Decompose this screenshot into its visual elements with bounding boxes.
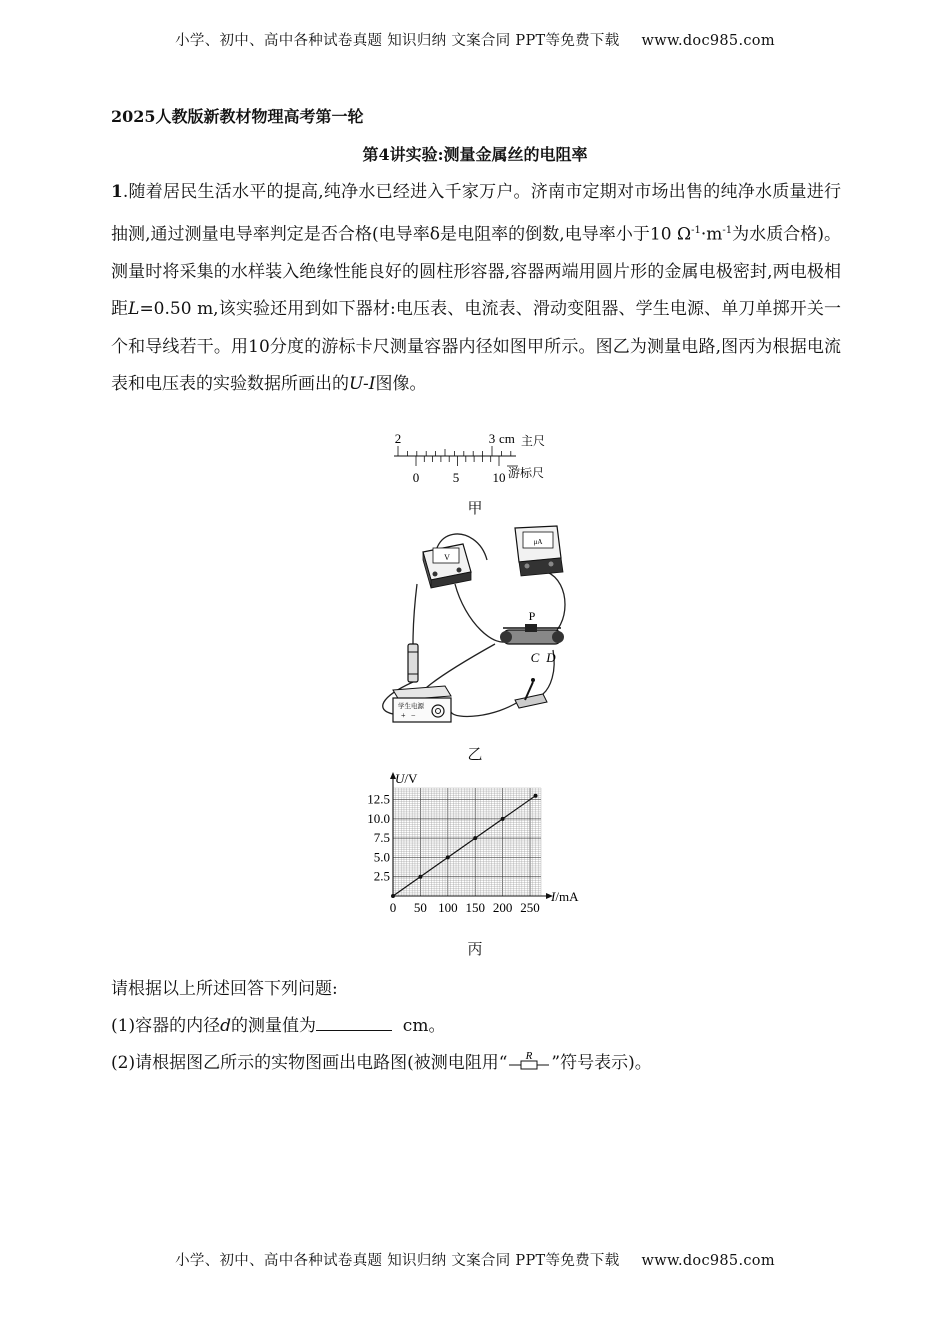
x-axis-label (550, 889, 579, 904)
vernier-label-10: 10 (492, 470, 506, 485)
vernier-label-0: 0 (412, 470, 420, 485)
footer-site[interactable]: www.doc985.com (641, 1253, 775, 1269)
vernier-label-5: 5 (452, 470, 460, 485)
water-sample-tube (408, 644, 418, 682)
fit-line (393, 795, 537, 896)
problem-part-2: 为水质合格)。测量时将采集的水样装入绝缘性能良好的圆柱形容器,容器两端用圆片形的金属电极密封,两电极相距 (111, 224, 841, 320)
problem-mid: ·m (700, 224, 723, 245)
y-tick-label: 7.5 (373, 830, 390, 846)
caption-bing: 丙 (467, 940, 483, 958)
problem-number: 1 (111, 182, 123, 202)
ammeter-label: μA (533, 538, 543, 546)
data-point (501, 817, 505, 821)
q1-var-d: d (220, 1016, 231, 1036)
vernier-caliper-figure (390, 428, 570, 486)
main-scale-name: 主尺 (521, 434, 546, 448)
q2-text-a: (2)请根据图乙所示的实物图画出电路图(被测电阻用“ (111, 1053, 508, 1073)
resistor-symbol (507, 1050, 551, 1072)
terminal-d-label: D (546, 650, 556, 665)
slider-label: P (528, 609, 536, 623)
knife-switch[interactable] (515, 678, 547, 708)
q1-answer-blank[interactable] (316, 1014, 392, 1031)
sup-2: -1 (722, 224, 733, 236)
vernier-scale-ticks (416, 456, 499, 466)
voltmeter-label: V (444, 553, 450, 562)
terminal-c-label: C (530, 650, 540, 665)
data-point (391, 894, 395, 898)
rheostat (500, 609, 564, 665)
page-footer (0, 1249, 950, 1270)
x-tick-label: 150 (465, 900, 485, 915)
main-scale-ticks (398, 446, 511, 456)
supply-label: 学生电源 (398, 702, 424, 710)
caption-yi: 乙 (467, 745, 483, 763)
data-point (534, 794, 538, 798)
q2-text-b: ”符号表示)。 (551, 1053, 652, 1073)
student-power-supply (393, 686, 451, 722)
x-tick-label: 0 (389, 900, 397, 915)
header-text: 小学、初中、高中各种试卷真题 知识归纳 文案合同 PPT等免费下载 (175, 33, 620, 49)
lecture-title: 第4讲实验:测量金属丝的电阻率 (362, 145, 588, 164)
question-2 (111, 1048, 652, 1073)
header-site[interactable]: www.doc985.com (641, 33, 775, 49)
microammeter (515, 526, 563, 576)
supply-plus: + (401, 711, 406, 720)
vernier-scale-name: 游标尺 (508, 466, 545, 480)
y-tick-label: 2.5 (373, 868, 390, 884)
wire-switch-supply (451, 700, 521, 716)
problem-part-4: 图像。 (375, 374, 427, 395)
x-axis-unit: /mA (555, 889, 579, 904)
circuit-figure (375, 522, 585, 732)
q1-text-a: (1)容器的内径 (111, 1016, 221, 1036)
var-ui: U-I (349, 374, 376, 395)
rheostat-slider[interactable] (525, 624, 537, 632)
chart-axes (390, 772, 553, 899)
supply-minus: − (411, 711, 416, 720)
voltmeter-terminal[interactable] (433, 572, 438, 577)
ui-chart (355, 768, 595, 918)
problem-part-1: .随着居民生活水平的提高,纯净水已经进入千家万户。济南市定期对市场出售的纯净水质量进行抽测,通过测量电导率判定是否合格(电导率δ是电阻率的倒数,电导率小于10 Ω (111, 182, 841, 245)
wire-to-sample (413, 584, 417, 644)
q1-text-b: 的测量值为 (230, 1016, 316, 1036)
data-point (446, 855, 450, 859)
sup-1: -1 (691, 224, 701, 236)
y-axis-unit: /V (404, 771, 418, 786)
x-axis-var: I (551, 889, 556, 904)
problem-part-3: =0.50 m,该实验还用到如下器材:电压表、电流表、滑动变阻器、学生电源、单刀单掷开关一个和导线若干。用10分度的游标卡尺测量容器内径如图甲所示。图乙为测量电路,图丙为根据电流表和电压表的实验数据所画出的 (111, 299, 842, 395)
voltmeter (423, 544, 471, 588)
x-tick-label: 100 (438, 900, 458, 915)
book-title: 2025人教版新教材物理高考第一轮 (111, 107, 364, 126)
y-axis-label (395, 771, 418, 786)
var-l: L (128, 299, 140, 320)
voltmeter-terminal[interactable] (457, 568, 462, 573)
data-point (418, 875, 422, 879)
ammeter-terminal[interactable] (525, 564, 530, 569)
x-tick-label: 50 (413, 900, 427, 915)
problem-text (111, 174, 841, 404)
y-tick-label: 5.0 (373, 849, 390, 865)
ammeter-terminal[interactable] (549, 562, 554, 567)
main-label-3: 3 (488, 431, 496, 446)
question-intro: 请根据以上所述回答下列问题: (111, 979, 338, 999)
data-point (473, 836, 477, 840)
y-tick-label: 10.0 (367, 810, 390, 826)
main-label-2: 2 (394, 431, 402, 446)
footer-text: 小学、初中、高中各种试卷真题 知识归纳 文案合同 PPT等免费下载 (175, 1253, 620, 1269)
main-unit: cm (499, 431, 515, 446)
caption-jia: 甲 (467, 499, 483, 517)
resistor-label: R (526, 1050, 533, 1062)
page-header (0, 29, 950, 50)
x-tick-label: 200 (492, 900, 513, 915)
q1-text-c: cm。 (402, 1016, 446, 1036)
question-1 (111, 1011, 445, 1036)
y-tick-label: 12.5 (367, 791, 390, 807)
y-axis-var: U (395, 771, 405, 786)
x-tick-label: 250 (520, 900, 540, 915)
